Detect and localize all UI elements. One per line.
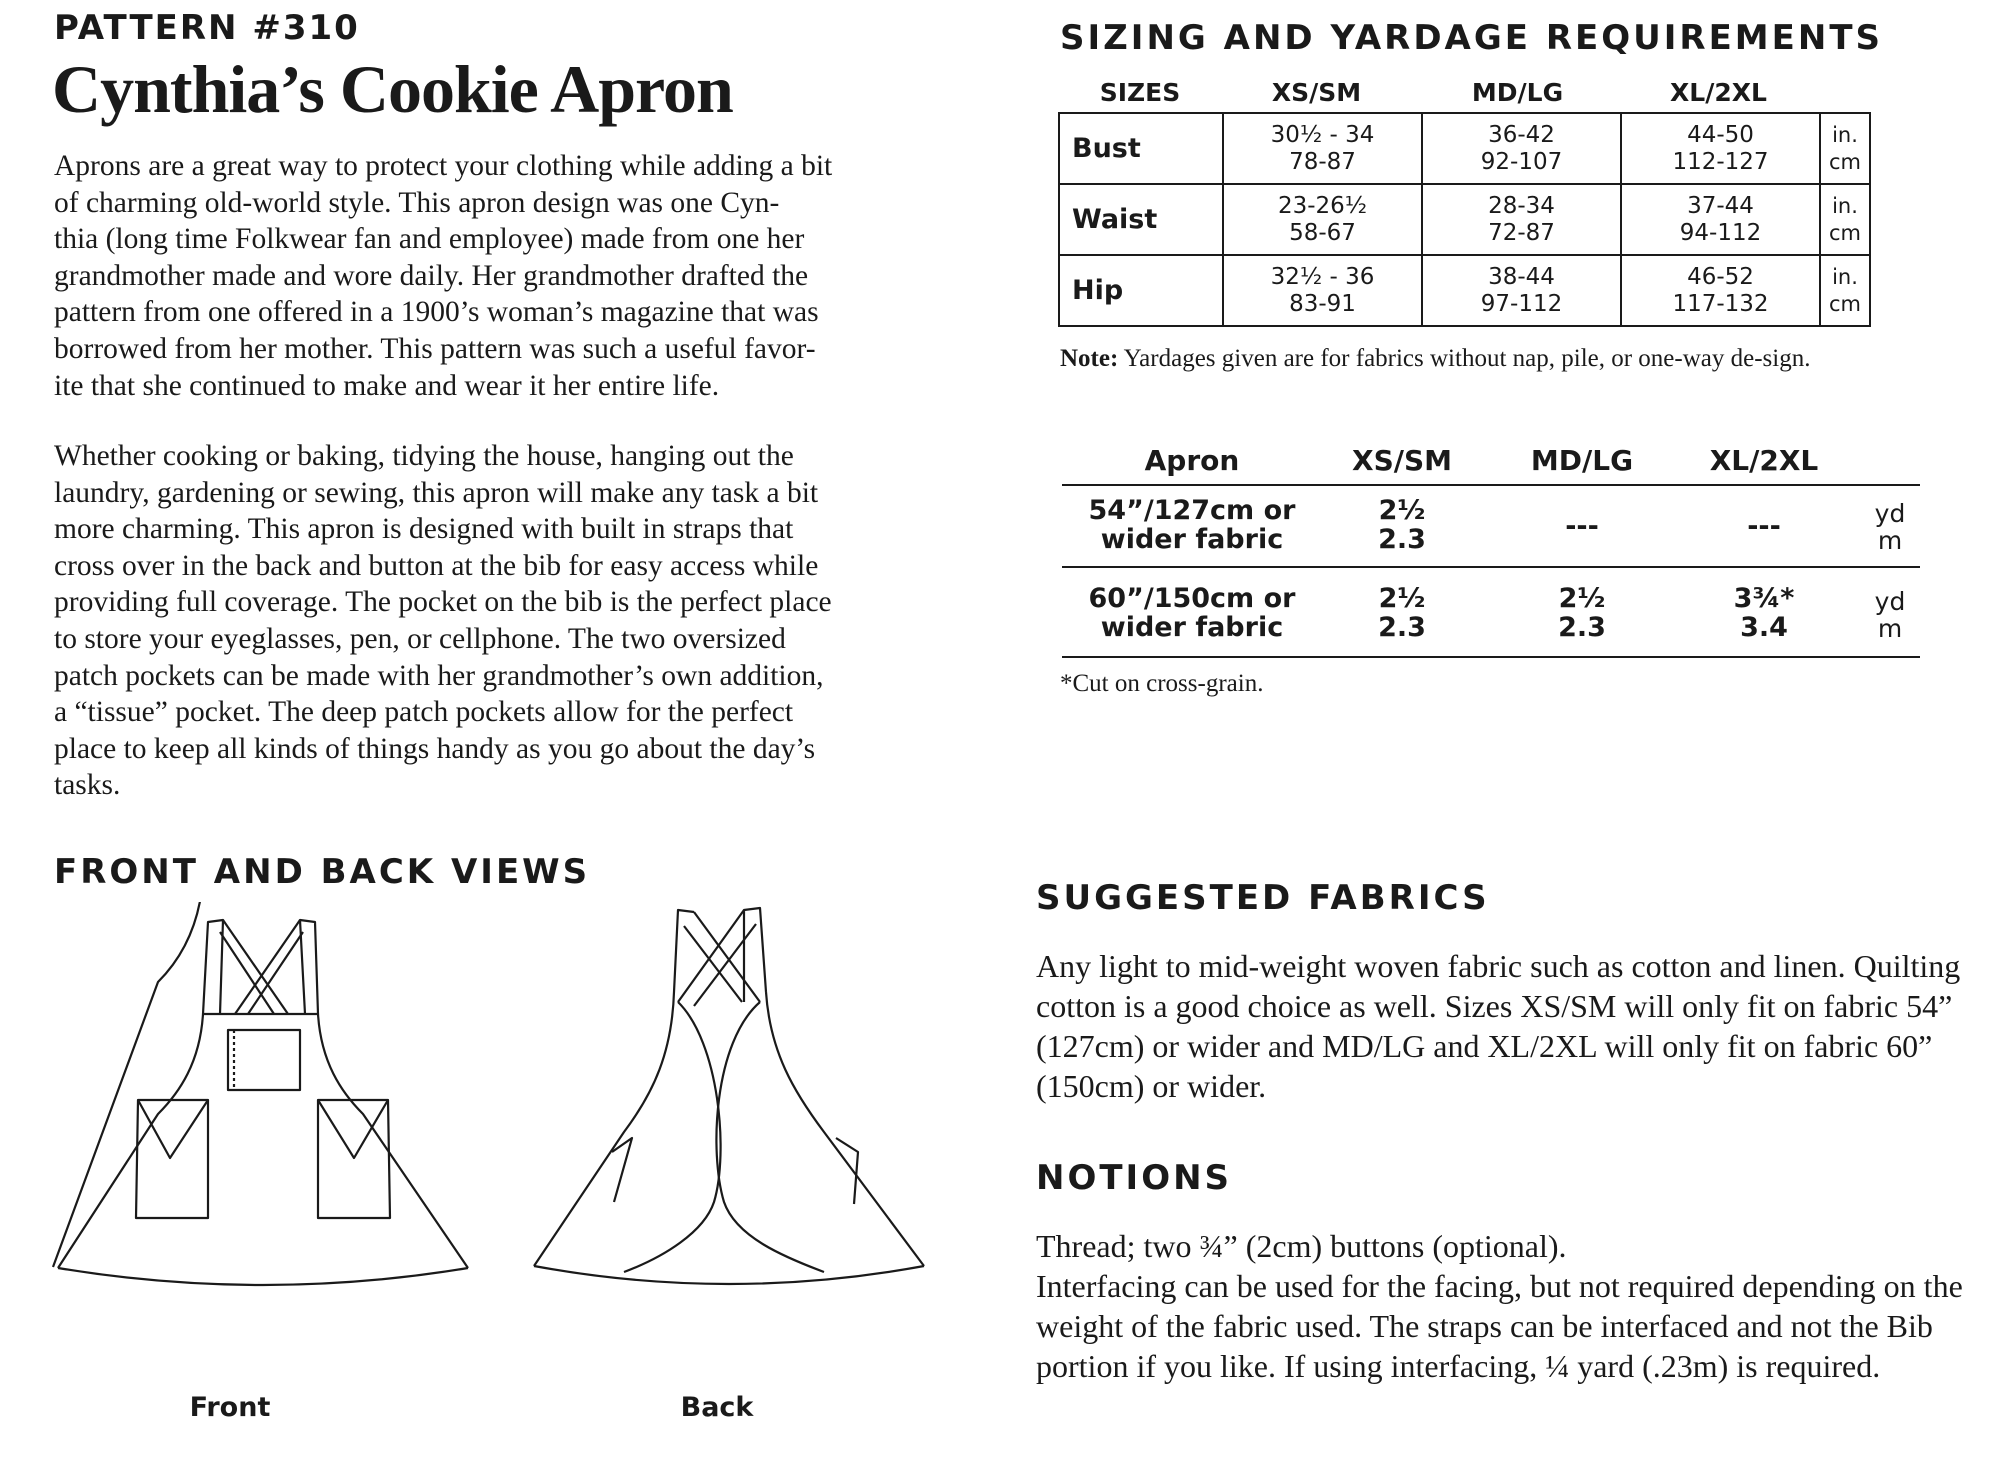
back-left-strap (674, 910, 694, 992)
yardage-cell: 3¾* 3.4 (1733, 583, 1795, 643)
notions-heading: NOTIONS (1036, 1158, 1233, 1198)
size-table (1058, 112, 1871, 327)
table-cell: 32½ - 36 83-91 (1223, 255, 1422, 326)
md-column-header: MD/LG (1471, 78, 1564, 107)
table-cell: 30½ - 34 78-87 (1223, 113, 1422, 184)
back-hem (534, 1266, 924, 1284)
table-row (1059, 255, 1870, 326)
yardage-unit: yd m (1874, 499, 1906, 555)
front-view-label: Front (189, 1392, 271, 1423)
fabrics-paragraph: Any light to mid-weight woven fabric such as cotton and linen. Quilting cotton is a good choice as well. Sizes XS/SM will only fit on fabric 54” (127cm) or wider and MD/LG and XL/2XL will only fit on fabric 60” (150cm) or wider. (1036, 948, 1961, 1104)
table-rule (1062, 656, 1920, 658)
yardage-cell: 2½ 2.3 (1378, 583, 1426, 643)
pattern-number: PATTERN #310 (54, 8, 360, 48)
yardage-md-header: MD/LG (1530, 444, 1634, 477)
table-row (1059, 113, 1870, 184)
yardage-cell: 2½ 2.3 (1378, 495, 1426, 555)
back-right-side (766, 992, 924, 1266)
unit-cell: in. cm (1820, 255, 1870, 326)
notions-paragraph (1036, 1226, 1986, 1386)
apron-column-header: Apron (1144, 444, 1240, 477)
unit-cell: in. cm (1820, 184, 1870, 255)
front-hem (58, 1268, 468, 1285)
sizes-column-header: SIZES (1099, 78, 1181, 107)
cut-note: *Cut on cross-grain. (1060, 670, 1264, 697)
yardage-cell: 2½ 2.3 (1558, 583, 1606, 643)
back-right-strap (744, 908, 766, 1002)
yardage-cell: --- (1747, 511, 1781, 542)
fabric-width-60: 60”/150cm or wider fabric (1088, 583, 1296, 643)
row-label-hip: Hip (1059, 255, 1223, 326)
table-cell: 23-26½ 58-67 (1223, 184, 1422, 255)
views-heading: FRONT AND BACK VIEWS (54, 852, 591, 892)
intro-paragraph-2: Whether cooking or baking, tidying the house, hanging out the laundry, gardening or sewing, this apron will make any task a bit more charming. This apron is designed with built in straps that cross over in the back and button at the bib for easy access while providing full coverage. The pocket on the bib is the perfect place to store your eyeglasses, pen, or cellphone. The two oversized patch pockets can be made with her grandmother’s own addition, a “tissue” pocket. The deep patch pockets allow for the perfect place to keep all kinds of things handy as you go about the day’s tasks. (54, 440, 832, 802)
back-view-illustration (514, 902, 954, 1302)
notions-line-1: Thread; two ¾” (2cm) buttons (optional). (1036, 1228, 1567, 1264)
table-cell: 36-42 92-107 (1422, 113, 1621, 184)
row-label-bust: Bust (1059, 113, 1223, 184)
table-cell: 37-44 94-112 (1621, 184, 1820, 255)
table-cell: 46-52 117-132 (1621, 255, 1820, 326)
table-rule (1062, 484, 1920, 486)
table-row (1059, 184, 1870, 255)
xs-column-header: XS/SM (1271, 78, 1362, 107)
sizing-heading: SIZING AND YARDAGE REQUIREMENTS (1060, 18, 1884, 58)
back-left-side (534, 992, 674, 1266)
row-label-waist: Waist (1059, 184, 1223, 255)
yardage-note: Note: Yardages given are for fabrics without nap, pile, or one-way de-sign. (1060, 345, 1811, 372)
front-right-side (318, 1014, 468, 1268)
page-title: Cynthia’s Cookie Apron (52, 51, 733, 127)
xl-column-header: XL/2XL (1670, 78, 1767, 107)
intro-paragraph-1: Aprons are a great way to protect your clothing while adding a bit of charming old-world style. This apron design was one Cyn- thia (long time Folkwear fan and employee) made from one her grandmother made and wore daily. Her grandmother drafted the pattern from one offered in a 1900’s woman’s magazine that was borrowed from her mother. This pattern was such a useful favor- ite that she continued to make and wear it her entire life. (54, 150, 833, 402)
back-view-label: Back (680, 1392, 754, 1423)
table-rule (1062, 566, 1920, 568)
yardage-unit: yd m (1874, 587, 1906, 643)
notions-text: Interfacing can be used for the facing, but not required depending on the weight of the fabric used. The straps can be interfaced and not the Bib portion if you like. If using interfacing, ¼ yard (.23m) is required. (1036, 1268, 1963, 1384)
bib-pocket (228, 1030, 300, 1090)
table-cell: 44-50 112-127 (1621, 113, 1820, 184)
table-cell: 28-34 72-87 (1422, 184, 1621, 255)
front-left-strap (203, 920, 223, 1014)
yardage-xs-header: XS/SM (1351, 444, 1452, 477)
unit-cell: in. cm (1820, 113, 1870, 184)
front-view-illustration (48, 902, 508, 1302)
yardage-xl-header: XL/2XL (1709, 444, 1819, 477)
yardage-cell: --- (1565, 511, 1599, 542)
table-cell: 38-44 97-112 (1422, 255, 1621, 326)
fabrics-heading: SUGGESTED FABRICS (1036, 878, 1490, 918)
fabric-width-54: 54”/127cm or wider fabric (1088, 495, 1296, 555)
